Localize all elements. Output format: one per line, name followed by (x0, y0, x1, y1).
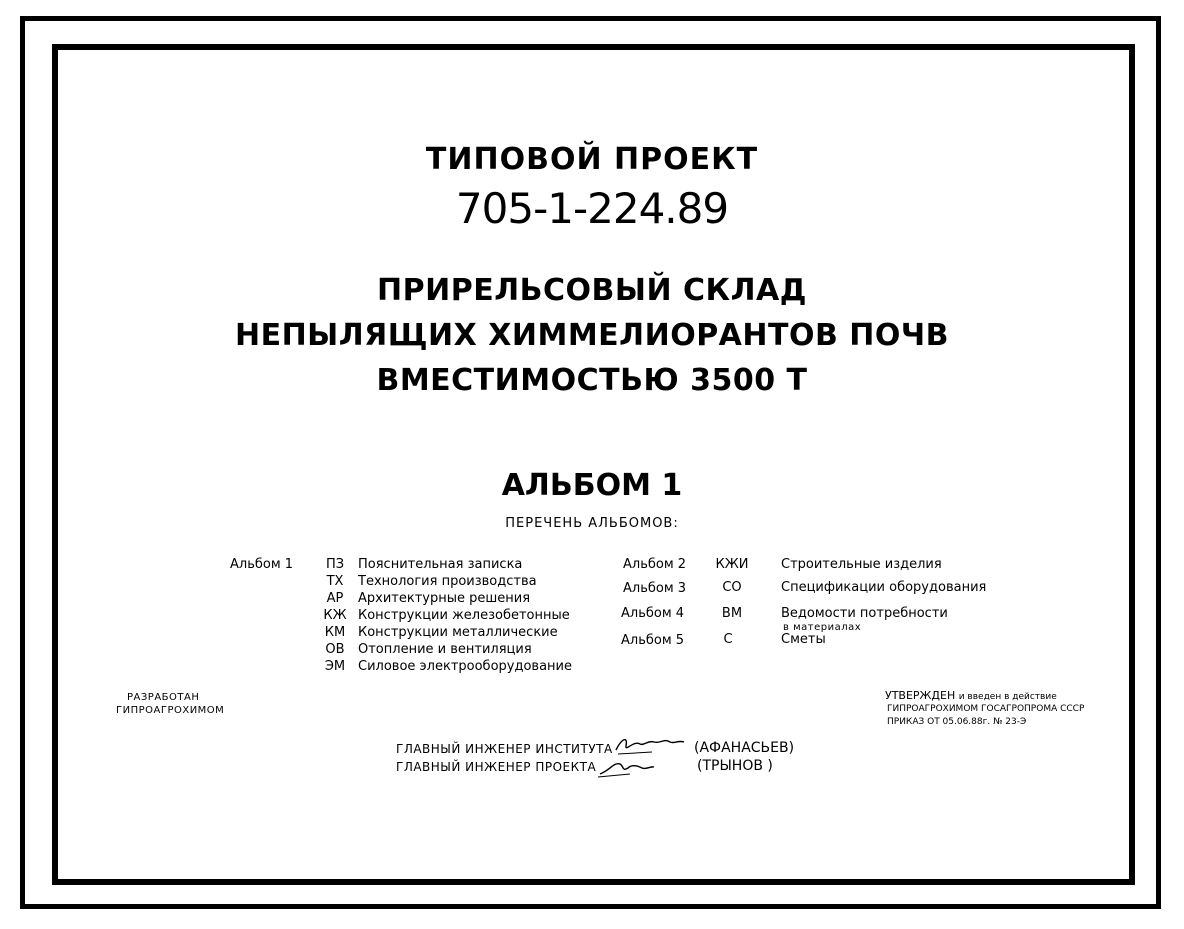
signature-role: ГЛАВНЫЙ ИНЖЕНЕР ПРОЕКТА (396, 760, 597, 774)
album1-code: КЖ (323, 608, 347, 623)
signature-mark (612, 732, 692, 758)
title-line-1: ПРИРЕЛЬСОВЫЙ СКЛАД (377, 273, 807, 308)
album-heading: АЛЬБОМ 1 (501, 468, 683, 503)
album1-code: ЭМ (324, 659, 346, 674)
album1-name: Технология производства (358, 574, 537, 589)
album1-code: КМ (324, 625, 346, 640)
album1-code: ОВ (325, 642, 345, 657)
album-name: Сметы (781, 632, 826, 647)
album-label: Альбом 2 (623, 557, 687, 572)
album1-code: АР (326, 591, 344, 606)
album-name: Ведомости потребности (781, 606, 948, 621)
album1-name: Пояснительная записка (358, 557, 523, 572)
signature-name: (АФАНАСЬЕВ) (694, 740, 795, 756)
signature-mark (596, 756, 666, 780)
album1-name: Силовое электрооборудование (358, 659, 572, 674)
album1-name: Архитектурные решения (358, 591, 531, 606)
album1-code: ПЗ (325, 557, 345, 572)
title-line-3: ВМЕСТИМОСТЬЮ 3500 Т (376, 363, 808, 398)
project-number: 705-1-224.89 (455, 184, 729, 233)
developer-label: РАЗРАБОТАН (127, 692, 200, 703)
album-label: Альбом 5 (621, 633, 685, 648)
album-code: СО (722, 580, 742, 595)
album1-name: Отопление и вентиляция (358, 642, 532, 657)
approval-line-1: УТВЕРЖДЕН и введен в действие (885, 689, 1057, 702)
album1-name: Конструкции металлические (358, 625, 558, 640)
approval-line-2: ГИПРОАГРОХИМОМ ГОСАГРОПРОМА СССР (887, 704, 1085, 714)
project-type: ТИПОВОЙ ПРОЕКТ (425, 142, 759, 177)
album1-name: Конструкции железобетонные (358, 608, 570, 623)
album1-label: Альбом 1 (230, 557, 294, 572)
album-code: КЖИ (715, 557, 749, 572)
album-code: С (723, 632, 733, 647)
project-title (0, 268, 1184, 403)
album-list-title: ПЕРЕЧЕНЬ АЛЬБОМОВ: (505, 516, 679, 531)
signature-role: ГЛАВНЫЙ ИНЖЕНЕР ИНСТИТУТА (396, 742, 613, 756)
album-label: Альбом 4 (621, 606, 685, 621)
title-line-2: НЕПЫЛЯЩИХ ХИММЕЛИОРАНТОВ ПОЧВ (234, 318, 950, 353)
album-name: Строительные изделия (781, 557, 942, 572)
album-name-continued: в материалах (783, 622, 862, 633)
signature-name: (ТРЫНОВ ) (697, 758, 773, 774)
album-label: Альбом 3 (623, 581, 687, 596)
approval-line-3: ПРИКАЗ ОТ 05.06.88г. № 23-Э (887, 717, 1027, 727)
developer-org: ГИПРОАГРОХИМОМ (116, 705, 225, 716)
album1-code: ТХ (326, 574, 344, 589)
album-code: ВМ (721, 606, 743, 621)
album-name: Спецификации оборудования (781, 580, 987, 595)
